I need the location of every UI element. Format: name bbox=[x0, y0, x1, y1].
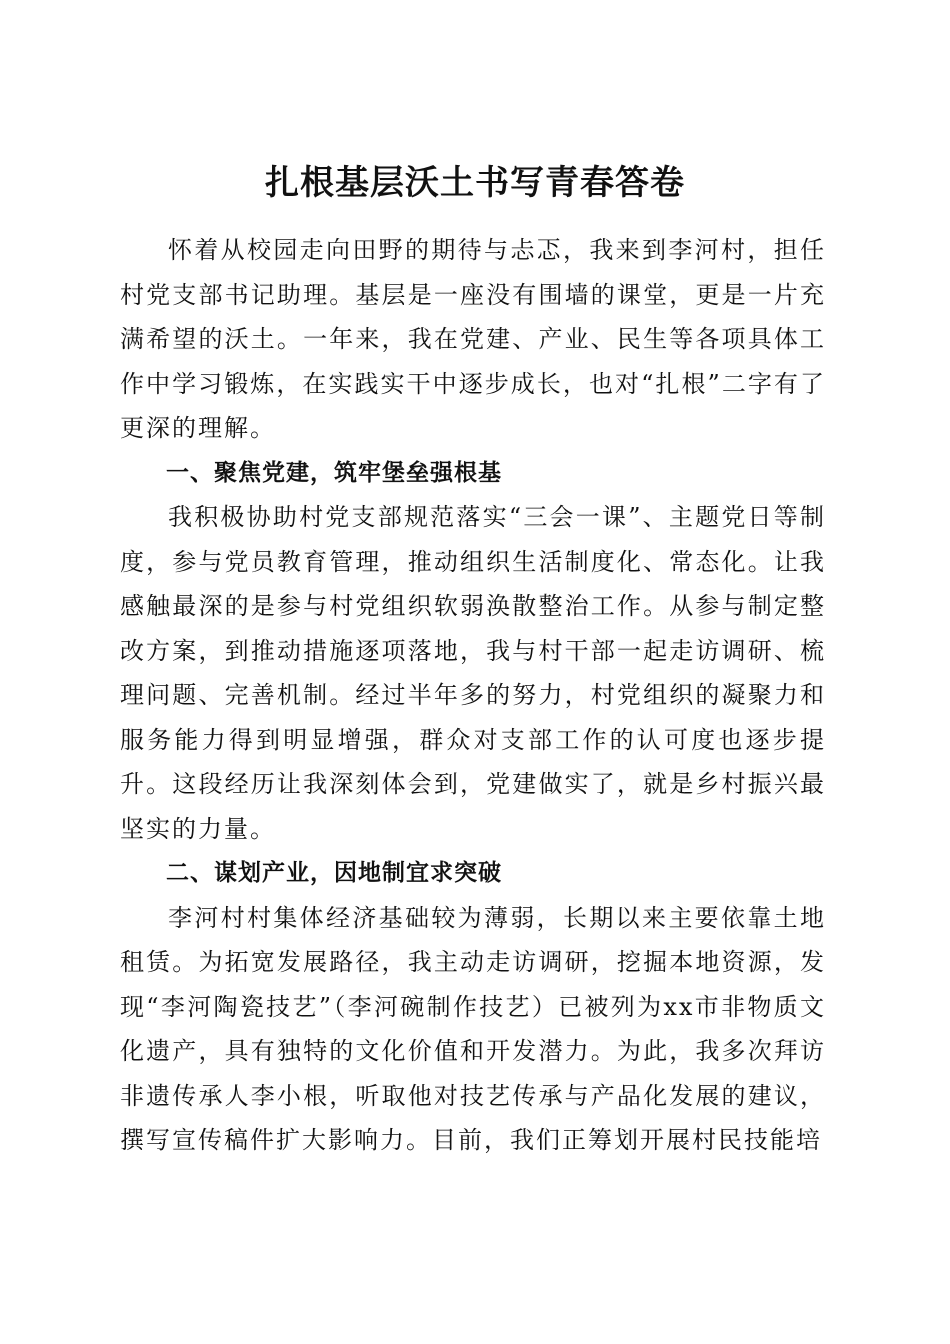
section-heading-party-building: 一、聚焦党建，筑牢堡垒强根基 bbox=[166, 459, 502, 486]
section-heading-industry: 二、谋划产业，因地制宜求突破 bbox=[166, 860, 502, 886]
document-body bbox=[120, 228, 826, 1163]
industry-paragraph: 李河村村集体经济基础较为薄弱，长期以来主要依靠土地租赁。为拓宽发展路径，我主动走访调研，挖掘本地资源，发现“李河陶瓷技艺”（李河碗制作技艺）已被列为xx市非物质文化遗产，具有独特的文化价值和开发潜力。为此，我多次拜访非遗传承人李小根，听取他对技艺传承与产品化发展的建议，撰写宣传稿件扩大影响力。目前，我们正筹划开展村民技能培 bbox=[120, 903, 826, 1154]
intro-paragraph: 怀着从校园走向田野的期待与忐忑，我来到李河村，担任村党支部书记助理。基层是一座没有围墙的课堂，更是一片充满希望的沃土。一年来，我在党建、产业、民生等各项具体工作中学习锻炼，在实践实干中逐步成长，也对“扎根”二字有了更深的理解。 bbox=[120, 236, 826, 442]
document-title: 扎根基层沃土书写青春答卷 bbox=[265, 162, 685, 203]
party-building-paragraph: 我积极协助村党支部规范落实“三会一课”、主题党日等制度，参与党员教育管理，推动组织生活制度化、常态化。让我感触最深的是参与村党组织软弱涣散整治工作。从参与制定整改方案，到推动措施逐项落地，我与村干部一起走访调研、梳理问题、完善机制。经过半年多的努力，村党组织的凝聚力和服务能力得到明显增强，群众对支部工作的认可度也逐步提升。这段经历让我深刻体会到，党建做实了，就是乡村振兴最坚实的力量。 bbox=[120, 503, 826, 843]
